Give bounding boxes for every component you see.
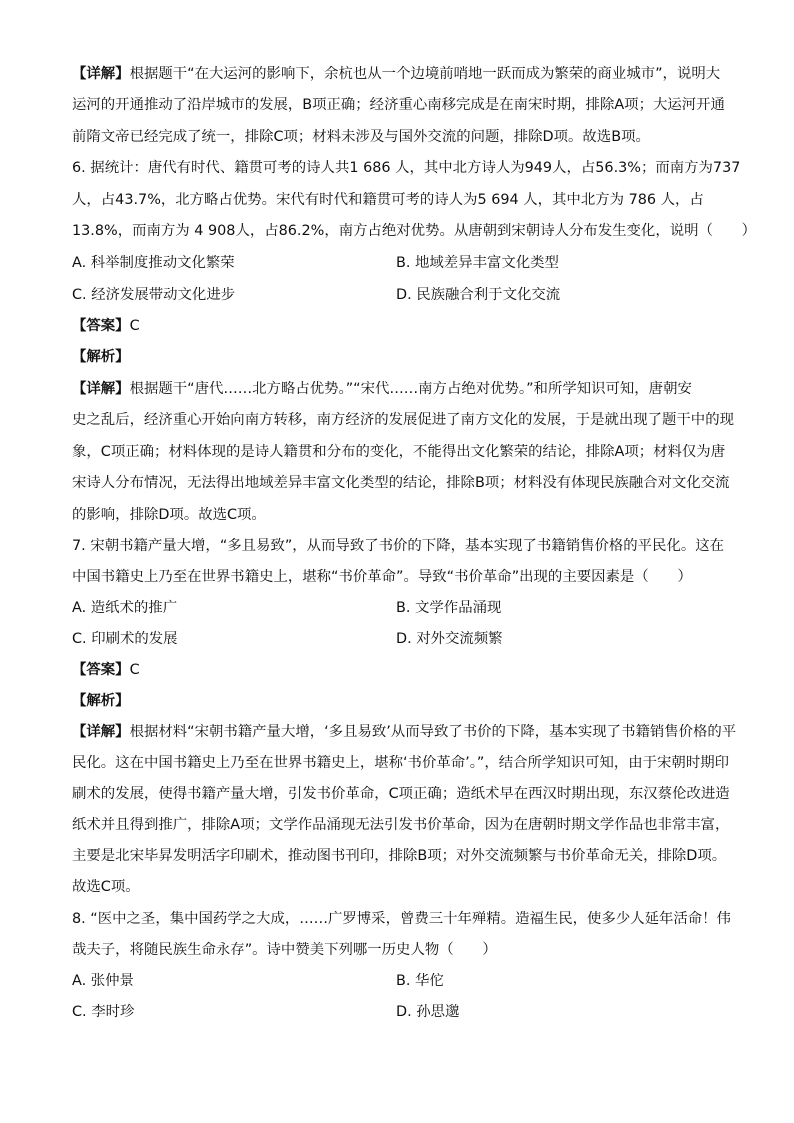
q7-detail-line-4: 纸术并且得到推广，排除A项；文学作品涌现无法引发书价革命，因为在唐朝时期文学作品也非常丰富，	[72, 817, 730, 833]
q8-option-c: C. 李时珍	[72, 1004, 135, 1020]
q8-stem-line-1: 8. “医中之圣，集中国药学之大成，……广罗博采，曾费三十年殚精。造福生民，使多少人延年活命！伟	[72, 911, 731, 927]
q6-stem-line-3: 13.8%，而南方为 4 908人，占86.2%，南方占绝对优势。从唐朝到宋朝诗人分布发生变化，说明（ ）	[72, 223, 757, 239]
q6-detail-line-2: 史之乱后，经济重心开始向南方转移，南方经济的发展促进了南方文化的发展，于是就出现了题干中的现	[72, 412, 734, 428]
q7-detail-line-2: 民化。这在中国书籍史上乃至在世界书籍史上，堪称‘书价革命’。”，结合所学知识可知，由于宋朝时期印	[72, 755, 729, 771]
q6-detail-line-1: 【详解】根据题干“唐代……北方略占优势。”“宋代……南方占绝对优势。”和所学知识可知，唐朝安	[72, 381, 692, 397]
q7-stem-line-2: 中国书籍史上乃至在世界书籍史上，堪称“书价革命”。导致“书价革命”出现的主要因素是（ ）	[72, 569, 692, 585]
q7-detail-line-6: 故选C项。	[72, 879, 140, 895]
detail-tag: 【详解】	[72, 66, 130, 82]
q7-stem-line-1: 7. 宋朝书籍产量大增，“多且易致”，从而导致了书价的下降，基本实现了书籍销售价格的平民化。这在	[72, 538, 725, 554]
answer-tag: 【答案】	[72, 662, 130, 678]
answer-value: C	[129, 662, 140, 678]
q6-detail-line-4: 宋诗人分布情况，无法得出地域差异丰富文化类型的结论，排除B项；材料没有体现民族融合对文化交流	[72, 475, 730, 491]
q6-analysis-heading: 【解析】	[72, 349, 130, 365]
q6-option-b: B. 地域差异丰富文化类型	[396, 255, 559, 271]
q7-detail-line-5: 主要是北宋毕昇发明活字印刷术，推动图书刊印，排除B项；对外交流频繁与书价革命无关，排除D项。	[72, 848, 727, 864]
q7-option-c: C. 印刷术的发展	[72, 631, 178, 647]
q5-detail-line-1: 【详解】根据题干“在大运河的影响下，余杭也从一个边境前哨地一跃而成为繁荣的商业城市”，说明大	[72, 66, 721, 82]
q6-detail-line-5: 的影响，排除D项。故选C项。	[72, 507, 266, 523]
q6-option-d: D. 民族融合利于文化交流	[396, 287, 561, 303]
q7-option-a: A. 造纸术的推广	[72, 600, 178, 616]
q7-option-d: D. 对外交流频繁	[396, 631, 503, 647]
q7-option-b: B. 文学作品涌现	[396, 600, 502, 616]
q7-answer	[72, 660, 140, 680]
q8-option-b: B. 华佗	[396, 973, 444, 989]
detail-tag: 【详解】	[72, 381, 130, 397]
q6-option-c: C. 经济发展带动文化进步	[72, 287, 236, 303]
q7-detail-line-1: 【详解】根据材料“宋朝书籍产量大增，‘多且易致’从而导致了书价的下降，基本实现了书籍销售价格的平	[72, 724, 737, 740]
q5-detail-line-3: 前隋文帝已经完成了统一，排除C项；材料未涉及与国外交流的问题，排除D项。故选B项。	[72, 129, 650, 145]
answer-value: C	[129, 318, 140, 334]
q6-stem-line-2: 人，占43.7%，北方略占优势。宋代有时代和籍贯可考的诗人为5 694 人，其中北方为 786 人，占	[72, 192, 704, 208]
q6-option-a: A. 科举制度推动文化繁荣	[72, 255, 235, 271]
q8-stem-line-2: 哉夫子，将随民族生命永存”。诗中赞美下列哪一历史人物（ ）	[72, 942, 497, 958]
q7-detail-line-3: 刷术的发展，使得书籍产量大增，引发书价革命，C项正确；造纸术早在西汉时期出现，东汉蔡伦改进造	[72, 786, 730, 802]
q8-option-d: D. 孙思邈	[396, 1004, 460, 1020]
detail-tag: 【详解】	[72, 724, 130, 740]
q7-analysis-heading: 【解析】	[72, 693, 130, 709]
q8-option-a: A. 张仲景	[72, 973, 134, 989]
q6-detail-line-3: 象，C项正确；材料体现的是诗人籍贯和分布的变化，不能得出文化繁荣的结论，排除A项；材料仅为唐	[72, 444, 726, 460]
q6-answer	[72, 316, 140, 336]
q5-detail-line-2: 运河的开通推动了沿岸城市的发展，B项正确；经济重心南移完成是在南宋时期，排除A项；大运河开通	[72, 97, 725, 113]
answer-tag: 【答案】	[72, 318, 130, 334]
q6-stem-line-1: 6. 据统计：唐代有时代、籍贯可考的诗人共1 686 人，其中北方诗人为949人，占56.3%；而南方为737	[72, 160, 741, 176]
